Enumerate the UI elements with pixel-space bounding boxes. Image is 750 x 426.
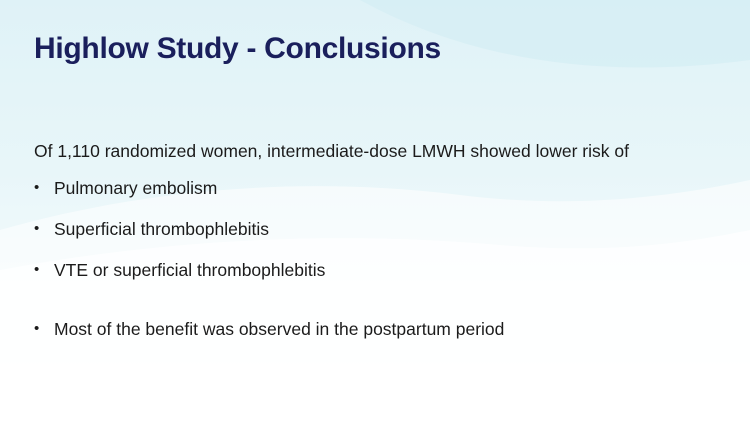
bullet-item: [34, 319, 504, 339]
bullet-dot-icon: •: [34, 261, 40, 278]
bullet-text: VTE or superficial thrombophlebitis: [54, 260, 326, 280]
bullet-item: [34, 178, 504, 198]
conclusion-bullet-list: [34, 178, 504, 360]
bullet-item: [34, 260, 504, 280]
bullet-text: Most of the benefit was observed in the postpartum period: [54, 319, 505, 339]
bullet-item: [34, 219, 504, 239]
slide-title: Highlow Study - Conclusions: [34, 32, 441, 65]
bullet-text: Superficial thrombophlebitis: [54, 219, 269, 239]
bullet-dot-icon: •: [34, 320, 40, 337]
bullet-dot-icon: •: [34, 220, 40, 237]
intro-text: Of 1,110 randomized women, intermediate-dose LMWH showed lower risk of: [34, 141, 629, 161]
bullet-text: Pulmonary embolism: [54, 178, 218, 198]
bullet-dot-icon: •: [34, 179, 40, 196]
